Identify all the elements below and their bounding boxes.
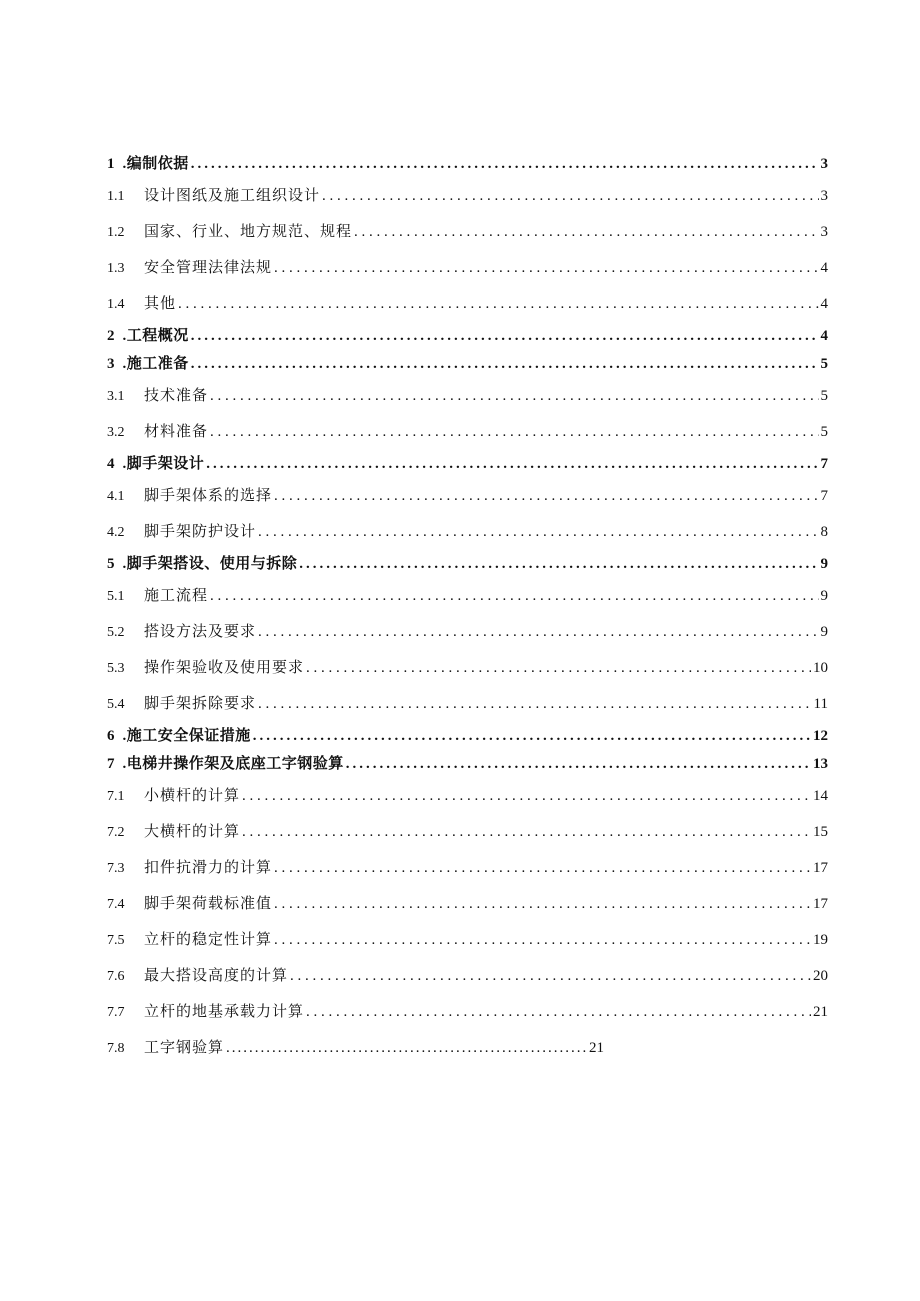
toc-entry-page: 19 bbox=[813, 932, 828, 948]
toc-entry-number: 3.1 bbox=[107, 389, 125, 404]
toc-entry-number: 7.5 bbox=[107, 933, 125, 948]
toc-entry[interactable] bbox=[107, 578, 828, 614]
toc-leader-dots bbox=[290, 958, 811, 994]
toc-entry[interactable] bbox=[107, 514, 828, 550]
toc-entry-number: 5.2 bbox=[107, 625, 125, 640]
toc-entry[interactable] bbox=[107, 214, 828, 250]
toc-entry-number: 5.4 bbox=[107, 697, 125, 712]
toc-entry-page: 17 bbox=[813, 896, 828, 912]
toc-entry-number: 6 bbox=[107, 728, 115, 744]
toc-entry-title: .工程概况 bbox=[122, 328, 189, 344]
toc-entry-page: 4 bbox=[820, 260, 828, 276]
toc-entry-number: 7.1 bbox=[107, 789, 125, 804]
toc-entry[interactable] bbox=[107, 994, 828, 1030]
toc-entry-page: 21 bbox=[589, 1040, 604, 1056]
toc-entry-number: 7.6 bbox=[107, 969, 125, 984]
toc-entry-title: .脚手架设计 bbox=[122, 456, 205, 472]
toc-entry[interactable] bbox=[107, 886, 828, 922]
toc-leader-dots bbox=[210, 578, 818, 614]
toc-entry-title: 其他 bbox=[144, 296, 177, 312]
toc-entry-number: 7.7 bbox=[107, 1005, 125, 1020]
toc-entry[interactable] bbox=[107, 378, 828, 414]
toc-entry[interactable] bbox=[107, 722, 828, 750]
toc-entry-number: 3 bbox=[107, 356, 115, 372]
toc-entry-page: 20 bbox=[813, 968, 828, 984]
toc-entry[interactable] bbox=[107, 958, 828, 994]
toc-entry-title: 立杆的稳定性计算 bbox=[144, 932, 273, 948]
toc-leader-dots bbox=[242, 814, 811, 850]
toc-entry[interactable] bbox=[107, 922, 828, 958]
toc-entry[interactable] bbox=[107, 478, 828, 514]
toc-entry-page: 13 bbox=[813, 756, 828, 772]
toc-entry[interactable] bbox=[107, 286, 828, 322]
toc-entry-title: 材料准备 bbox=[144, 424, 209, 440]
toc-entry-page: 4 bbox=[820, 296, 828, 312]
toc-entry-title: 脚手架拆除要求 bbox=[144, 696, 257, 712]
toc-entry-title: 立杆的地基承载力计算 bbox=[144, 1004, 305, 1020]
toc-leader-dots bbox=[274, 850, 811, 886]
toc-entry[interactable] bbox=[107, 150, 828, 178]
toc-entry-number: 1 bbox=[107, 156, 115, 172]
toc-entry-page: 11 bbox=[813, 696, 828, 712]
toc-leader-dots bbox=[346, 750, 811, 778]
toc-entry-number: 5.3 bbox=[107, 661, 125, 676]
toc-entry[interactable] bbox=[107, 250, 828, 286]
toc-entry[interactable] bbox=[107, 650, 828, 686]
toc-entry-page: 17 bbox=[813, 860, 828, 876]
toc-entry[interactable] bbox=[107, 814, 828, 850]
toc-entry-page: 7 bbox=[820, 488, 828, 504]
toc-entry[interactable] bbox=[107, 450, 828, 478]
toc-entry-title: 扣件抗滑力的计算 bbox=[144, 860, 273, 876]
toc-entry-page: 3 bbox=[820, 188, 828, 204]
toc-leader-dots bbox=[191, 322, 819, 350]
toc-entry-page: 5 bbox=[820, 388, 828, 404]
toc-entry[interactable] bbox=[107, 750, 828, 778]
toc-entry-number: 1.4 bbox=[107, 297, 125, 312]
toc-leader-dots bbox=[210, 378, 818, 414]
toc-entry-number: 7.2 bbox=[107, 825, 125, 840]
toc-leader-dots bbox=[274, 250, 818, 286]
toc-entry-page: 3 bbox=[820, 156, 828, 172]
toc-leader-dots bbox=[210, 414, 818, 450]
toc-entry-number: 3.2 bbox=[107, 425, 125, 440]
toc-entry-number: 1.1 bbox=[107, 189, 125, 204]
toc-leader-dots bbox=[306, 650, 811, 686]
toc-entry-number: 7.8 bbox=[107, 1041, 125, 1056]
toc-entry-title: .编制依据 bbox=[122, 156, 189, 172]
toc-entry-title: 脚手架体系的选择 bbox=[144, 488, 273, 504]
toc-entry-number: 2 bbox=[107, 328, 115, 344]
toc-leader-dots bbox=[274, 478, 818, 514]
toc-entry-page: 3 bbox=[820, 224, 828, 240]
toc-leader-dots bbox=[258, 686, 812, 722]
toc-leader-dots bbox=[178, 286, 818, 322]
toc-entry-title: .施工安全保证措施 bbox=[122, 728, 251, 744]
toc-entry-title: 小横杆的计算 bbox=[144, 788, 241, 804]
toc-entry-number: 1.2 bbox=[107, 225, 125, 240]
toc-leader-dots bbox=[206, 450, 818, 478]
toc-entry-number: 4.2 bbox=[107, 525, 125, 540]
toc-entry[interactable] bbox=[107, 686, 828, 722]
toc-entry-title: 操作架验收及使用要求 bbox=[144, 660, 305, 676]
toc-leader-dots bbox=[191, 150, 819, 178]
toc-entry-title: 脚手架防护设计 bbox=[144, 524, 257, 540]
toc-entry[interactable] bbox=[107, 850, 828, 886]
toc-entry-page: 7 bbox=[820, 456, 828, 472]
toc-entry-number: 7.4 bbox=[107, 897, 125, 912]
toc-entry[interactable] bbox=[107, 778, 828, 814]
toc-entry-number: 4.1 bbox=[107, 489, 125, 504]
toc-entry-title: .施工准备 bbox=[122, 356, 189, 372]
toc-entry[interactable] bbox=[107, 350, 828, 378]
toc-entry-title: 国家、行业、地方规范、规程 bbox=[144, 224, 353, 240]
toc-entry-page: 9 bbox=[820, 624, 828, 640]
toc-leader-dots bbox=[253, 722, 811, 750]
toc-leader-dots bbox=[299, 550, 818, 578]
toc-entry-page: 8 bbox=[820, 524, 828, 540]
toc-entry-title: .脚手架搭设、使用与拆除 bbox=[122, 556, 298, 572]
toc-entry-title: 安全管理法律法规 bbox=[144, 260, 273, 276]
toc-entry[interactable] bbox=[107, 1030, 604, 1066]
toc-entry-title: 搭设方法及要求 bbox=[144, 624, 257, 640]
toc-entry-page: 14 bbox=[813, 788, 828, 804]
toc-entry-page: 12 bbox=[813, 728, 828, 744]
toc-leader-dots bbox=[354, 214, 818, 250]
toc-entry[interactable] bbox=[107, 322, 828, 350]
toc-leader-dots bbox=[226, 1030, 587, 1066]
toc-entry[interactable] bbox=[107, 614, 828, 650]
toc-entry-title: 工字钢验算 bbox=[144, 1040, 225, 1056]
toc-entry[interactable] bbox=[107, 550, 828, 578]
toc-entry-title: 脚手架荷载标准值 bbox=[144, 896, 273, 912]
toc-entry-title: 施工流程 bbox=[144, 588, 209, 604]
toc-entry-number: 7.3 bbox=[107, 861, 125, 876]
toc-entry-page: 15 bbox=[813, 824, 828, 840]
toc-entry-title: 大横杆的计算 bbox=[144, 824, 241, 840]
toc-leader-dots bbox=[258, 514, 818, 550]
toc-leader-dots bbox=[274, 922, 811, 958]
toc-entry-number: 5.1 bbox=[107, 589, 125, 604]
toc-entry-page: 4 bbox=[820, 328, 828, 344]
toc-entry-number: 4 bbox=[107, 456, 115, 472]
toc-leader-dots bbox=[274, 886, 811, 922]
toc-entry-number: 5 bbox=[107, 556, 115, 572]
table-of-contents bbox=[107, 150, 828, 1066]
toc-entry-page: 5 bbox=[820, 424, 828, 440]
toc-entry-page: 9 bbox=[820, 556, 828, 572]
toc-entry-page: 10 bbox=[813, 660, 828, 676]
toc-entry-title: 设计图纸及施工组织设计 bbox=[144, 188, 321, 204]
toc-leader-dots bbox=[322, 178, 818, 214]
toc-leader-dots bbox=[306, 994, 811, 1030]
toc-entry[interactable] bbox=[107, 178, 828, 214]
toc-entry-page: 5 bbox=[820, 356, 828, 372]
toc-entry-title: 技术准备 bbox=[144, 388, 209, 404]
toc-entry-page: 9 bbox=[820, 588, 828, 604]
toc-entry-number: 7 bbox=[107, 756, 115, 772]
toc-entry-number: 1.3 bbox=[107, 261, 125, 276]
toc-leader-dots bbox=[242, 778, 811, 814]
toc-leader-dots bbox=[191, 350, 819, 378]
toc-leader-dots bbox=[258, 614, 818, 650]
toc-entry-title: .电梯井操作架及底座工字钢验算 bbox=[122, 756, 344, 772]
toc-entry-page: 21 bbox=[813, 1004, 828, 1020]
toc-entry-title: 最大搭设高度的计算 bbox=[144, 968, 289, 984]
toc-entry[interactable] bbox=[107, 414, 828, 450]
